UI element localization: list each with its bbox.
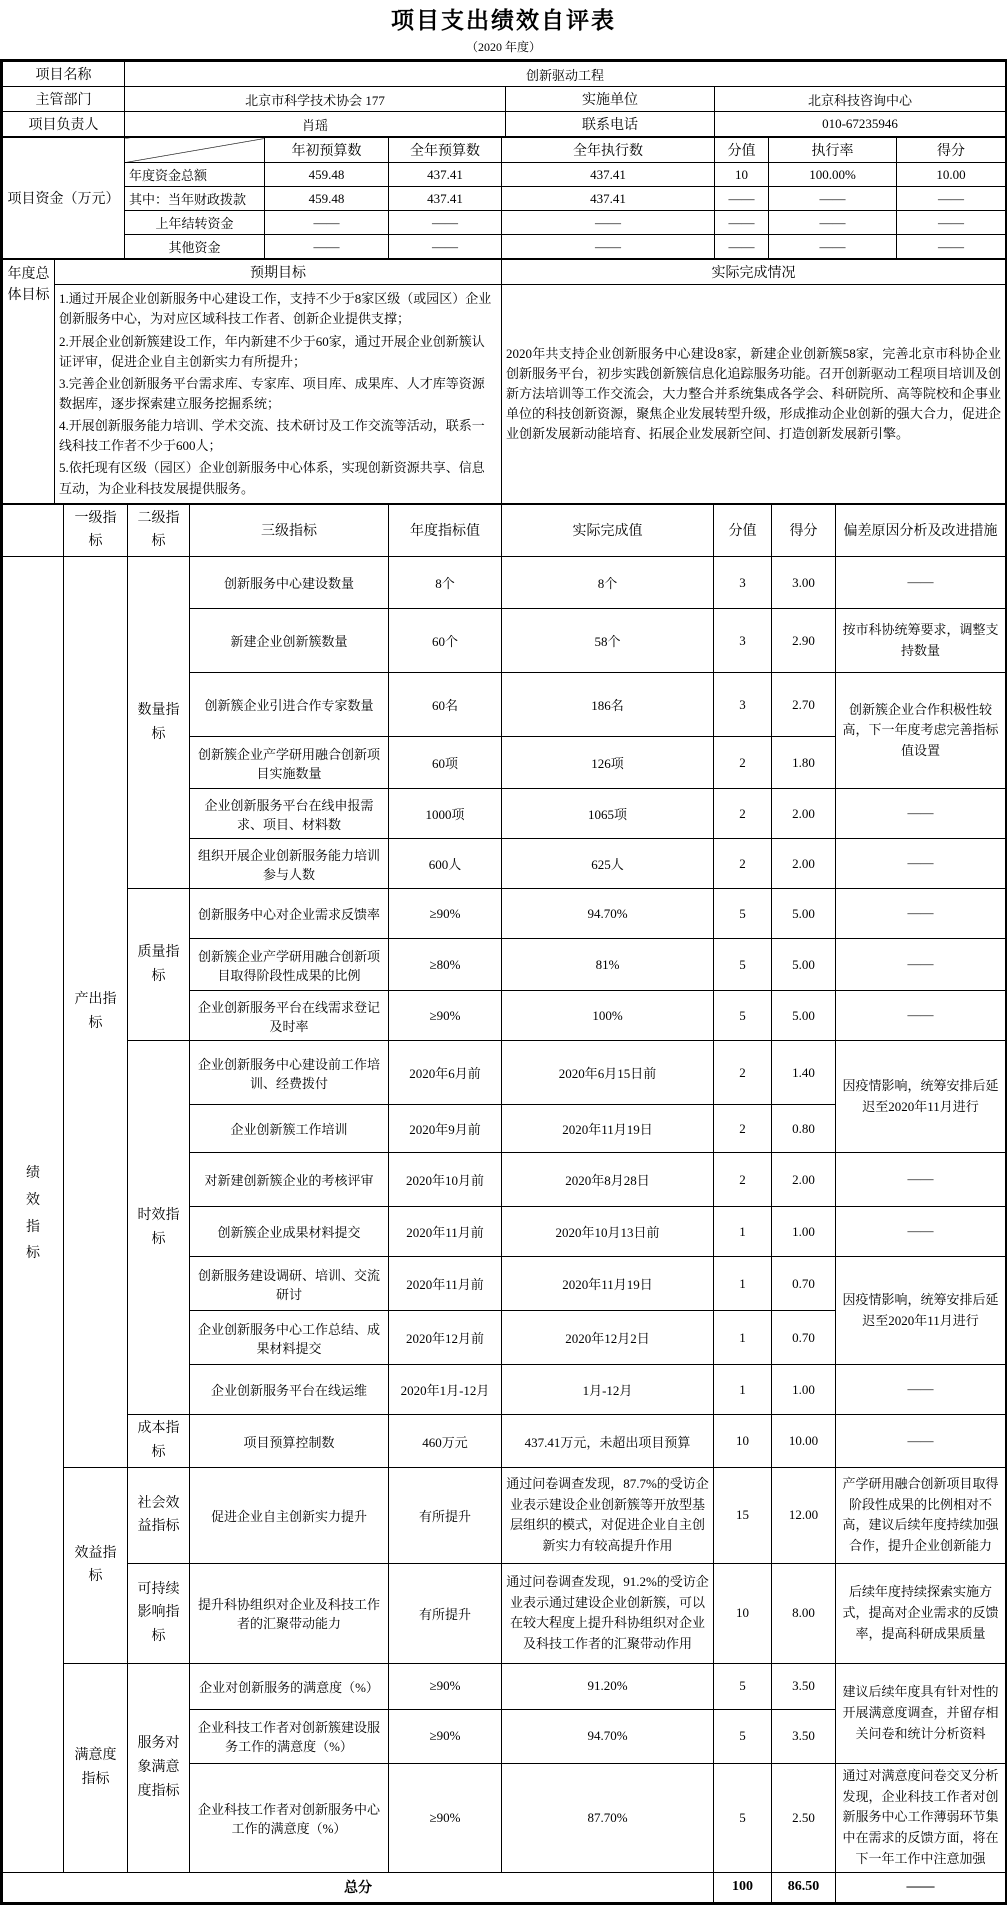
deviation-note: 因疫情影响，统筹安排后延迟至2020年11月进行 [836,1257,1006,1365]
score-max: 2 [714,789,772,839]
score-max: 5 [714,991,772,1041]
actual-value: 1065项 [502,789,714,839]
deviation-note: —— [836,1365,1006,1415]
score-got: 3.00 [772,557,836,609]
basic-info-table [2,61,1006,137]
score-got: 12.00 [772,1467,836,1563]
score-got: 2.90 [772,609,836,673]
target-value: 2020年12月前 [389,1311,502,1365]
deviation-note: —— [836,889,1006,939]
funding-cell: 437.41 [502,163,715,187]
deviation-note: —— [836,839,1006,889]
score-max: 1 [714,1365,772,1415]
deviation-header: 偏差原因分析及改进措施 [836,504,1006,557]
total-row-label: 总分 [3,1872,714,1902]
got-header: 得分 [772,504,836,557]
funding-row-label: 其他资金 [125,235,265,259]
actual-value: 437.41万元，未超出项目预算 [502,1415,714,1468]
actual-value: 1月-12月 [502,1365,714,1415]
expected-goal-header: 预期目标 [55,260,502,285]
actual-result-text: 2020年共支持企业创新服务中心建设8家，新建企业创新簇58家，完善北京市科协企业创新服务平台，初步实践创新簇信息化追踪服务功能。召开创新驱动工程项目培训及创新方法培训等工作交流会，大力整合并系统集成各学会、科研院所、高等院校和企事业单位的科技创新资源，聚焦企业发展转型升级，形成推动企业创新的强大合力，促进企业创新发展新动能培育、拓展企业发展新空间、打造创新发展新引擎。 [502,285,1006,503]
level3-indicator: 创新簇企业产学研用融合创新项目实施数量 [190,737,389,789]
score-max: 10 [714,1563,772,1663]
level2-text: 质量指标 [137,944,180,984]
funding-cell: 10.00 [897,163,1006,187]
score-max: 5 [714,1709,772,1763]
funding-cell: —— [265,235,389,259]
level2-indicator-sustainability [128,1563,190,1663]
score-max: 15 [714,1467,772,1563]
target-value: ≥80% [389,939,502,991]
level3-indicator: 创新簇企业成果材料提交 [190,1207,389,1257]
score-got: 2.00 [772,839,836,889]
deviation-note: —— [836,557,1006,609]
score-got: 3.50 [772,1663,836,1709]
level3-indicator: 企业科技工作者对创新服务中心工作的满意度（%） [190,1763,389,1872]
level3-indicator: 企业创新服务中心工作总结、成果材料提交 [190,1311,389,1365]
deviation-note: 创新簇企业合作积极性较高，下一年度考虑完善指标值设置 [836,673,1006,789]
score-max: 5 [714,889,772,939]
target-value: 1000项 [389,789,502,839]
score-max: 5 [714,1663,772,1709]
project-name-value: 创新驱动工程 [125,62,1006,87]
score-got: 5.00 [772,939,836,991]
deviation-note: —— [836,789,1006,839]
page-subtitle: （2020 年度） [465,39,541,54]
funding-cell: 437.41 [389,187,502,211]
expected-goal-line: 1.通过开展企业创新服务中心建设工作，支持不少于8家区级（或园区）企业创新服务中心，为对应区域科技工作者、创新企业提供支撑； [59,291,492,327]
score-max: 3 [714,609,772,673]
target-value: 600人 [389,839,502,889]
phone-label: 联系电话 [506,112,715,137]
deviation-note: —— [836,991,1006,1041]
funding-cell: —— [389,211,502,235]
level2-text: 时效指标 [137,1207,180,1247]
level3-indicator: 企业科技工作者对创新簇建设服务工作的满意度（%） [190,1709,389,1763]
score-max: 2 [714,1105,772,1153]
level2-text: 服务对象满意度指标 [137,1736,180,1799]
level1-indicator-output [64,557,128,1468]
level1-header-text: 一级指标 [74,510,117,550]
level3-indicator: 新建企业创新簇数量 [190,609,389,673]
level3-indicator: 企业创新服务平台在线需求登记及时率 [190,991,389,1041]
target-value: 2020年10月前 [389,1153,502,1207]
diagonal-header-cell [125,138,265,163]
deviation-note: 建议后续年度具有针对性的开展满意度调查，并留存相关问卷和统计分析资料 [836,1663,1006,1763]
target-header: 年度指标值 [389,504,502,557]
target-value: 8个 [389,557,502,609]
table-sheet [0,59,1007,1905]
level3-header: 三级指标 [190,504,389,557]
actual-value: 94.70% [502,889,714,939]
funding-cell: 10 [715,163,769,187]
level3-indicator: 创新服务建设调研、培训、交流研讨 [190,1257,389,1311]
actual-value: 2020年10月13日前 [502,1207,714,1257]
funding-col-header-score: 分值 [715,138,769,163]
actual-value: 91.20% [502,1663,714,1709]
deviation-note: 产学研用融合创新项目取得阶段性成果的比例相对不高，建议后续年度持续加强合作，提升企业创新能力 [836,1467,1006,1563]
level1-text: 产出指标 [74,992,117,1032]
actual-value: 126项 [502,737,714,789]
phone-value: 010-67235946 [715,112,1006,137]
funding-col-header-executed: 全年执行数 [502,138,715,163]
level3-indicator: 创新服务中心建设数量 [190,557,389,609]
score-got: 0.70 [772,1257,836,1311]
level3-indicator: 企业对创新服务的满意度（%） [190,1663,389,1709]
score-max: 5 [714,1763,772,1872]
level2-text: 可持续影响指标 [137,1581,180,1645]
score-got: 2.00 [772,1153,836,1207]
level3-indicator: 企业创新服务平台在线运维 [190,1365,389,1415]
level2-indicator-quantity [128,557,190,889]
funding-cell: —— [502,235,715,259]
score-got: 2.50 [772,1763,836,1872]
funding-cell: —— [897,187,1006,211]
funding-col-header-exec-rate: 执行率 [769,138,897,163]
target-value: ≥90% [389,1663,502,1709]
level2-indicator-social-benefit [128,1467,190,1563]
actual-value: 2020年6月15日前 [502,1041,714,1105]
actual-value: 通过问卷调查发现，87.7%的受访企业表示建设企业创新簇等开放型基层组织的模式，对促进企业自主创新实力有较高提升作用 [502,1467,714,1563]
funding-row-label: 年度资金总额 [125,163,265,187]
level3-indicator: 促进企业自主创新实力提升 [190,1467,389,1563]
funding-row-label: 其中：当年财政拨款 [125,187,265,211]
level3-indicator: 项目预算控制数 [190,1415,389,1468]
deviation-note: 通过对满意度问卷交叉分析发现，企业科技工作者对创新服务中心工作薄弱环节集中在需求的反馈方面，将在下一年工作中注意加强 [836,1763,1006,1872]
funding-cell: —— [389,235,502,259]
funding-col-header-got: 得分 [897,138,1006,163]
target-value: 60名 [389,673,502,737]
funding-cell: —— [715,235,769,259]
level3-indicator: 创新簇企业引进合作专家数量 [190,673,389,737]
funding-cell: 459.48 [265,163,389,187]
funding-col-header-annual-budget: 全年预算数 [389,138,502,163]
target-value: 2020年6月前 [389,1041,502,1105]
target-value: ≥90% [389,991,502,1041]
score-got: 2.00 [772,789,836,839]
target-value: 60个 [389,609,502,673]
expected-goal-line: 4.开展创新服务能力培训、学术交流、技术研讨及工作交流等活动，联系一线科技工作者不少于600人； [59,418,485,454]
funding-col-header-initial-budget: 年初预算数 [265,138,389,163]
target-value: ≥90% [389,1763,502,1872]
annual-goal-section-label-text: 年度总体目标 [7,267,50,304]
actual-value: 186名 [502,673,714,737]
level1-indicator-benefit [64,1467,128,1663]
indicators-table [2,504,1006,1903]
level1-indicator-satisfaction [64,1663,128,1872]
dept-value: 北京市科学技术协会 177 [125,87,506,112]
funding-row-label: 上年结转资金 [125,211,265,235]
level2-header-text: 二级指标 [137,510,180,550]
level3-indicator: 企业创新簇工作培训 [190,1105,389,1153]
funding-cell: —— [897,235,1006,259]
level1-text: 效益指标 [74,1545,117,1585]
annual-goal-section-label [3,260,55,503]
page-title: 项目支出绩效自评表 [391,8,616,33]
funding-cell: 459.48 [265,187,389,211]
score-got: 1.00 [772,1207,836,1257]
actual-value: 通过问卷调查发现，91.2%的受访企业表示通过建设企业创新簇，可以在较大程度上提升科协组织对企业及科技工作者的汇聚带动作用 [502,1563,714,1663]
score-got: 1.40 [772,1041,836,1105]
actual-value: 2020年11月19日 [502,1257,714,1311]
actual-value: 87.70% [502,1763,714,1872]
side-label-text: 绩效指标 [26,1166,40,1262]
score-got: 5.00 [772,991,836,1041]
actual-value: 625人 [502,839,714,889]
level3-indicator: 对新建创新簇企业的考核评审 [190,1153,389,1207]
actual-value: 2020年8月28日 [502,1153,714,1207]
leader-label: 项目负责人 [3,112,125,137]
level3-indicator: 企业创新服务平台在线申报需求、项目、材料数 [190,789,389,839]
annual-goal-table [2,259,1006,503]
performance-indicators-side-label [3,557,64,1873]
level2-indicator-service-target-satisfaction [128,1663,190,1872]
score-got: 3.50 [772,1709,836,1763]
target-value: 2020年11月前 [389,1207,502,1257]
score-got: 10.00 [772,1415,836,1468]
funding-cell: —— [715,187,769,211]
actual-value: 58个 [502,609,714,673]
score-got: 2.70 [772,673,836,737]
score-max: 2 [714,1153,772,1207]
score-max: 5 [714,939,772,991]
target-value: 2020年11月前 [389,1257,502,1311]
expected-goal-line: 3.完善企业创新服务平台需求库、专家库、项目库、成果库、人才库等资源数据库，逐步探索建立服务挖掘系统； [59,375,485,411]
project-name-label: 项目名称 [3,62,125,87]
score-max: 1 [714,1311,772,1365]
level2-text: 成本指标 [137,1421,180,1461]
deviation-note: —— [836,1415,1006,1468]
level3-indicator: 创新簇企业产学研用融合创新项目取得阶段性成果的比例 [190,939,389,991]
target-value: 有所提升 [389,1467,502,1563]
dept-label: 主管部门 [3,87,125,112]
score-got: 8.00 [772,1563,836,1663]
expected-goal-line: 5.依托现有区级（园区）企业创新服务中心体系，实现创新资源共享、信息互动，为企业科技发展提供服务。 [59,460,485,496]
funding-cell: —— [502,211,715,235]
deviation-note: —— [836,1207,1006,1257]
funding-table [2,137,1006,259]
total-score-got: 86.50 [772,1872,836,1902]
level1-text: 满意度指标 [74,1748,117,1787]
total-score-max: 100 [714,1872,772,1902]
total-deviation: —— [836,1872,1006,1902]
actual-value: 8个 [502,557,714,609]
funding-cell: 437.41 [502,187,715,211]
impl-unit-label: 实施单位 [506,87,715,112]
impl-unit-value: 北京科技咨询中心 [715,87,1006,112]
score-max: 2 [714,737,772,789]
level3-indicator: 创新服务中心对企业需求反馈率 [190,889,389,939]
funding-section-label: 项目资金（万元） [3,138,125,259]
target-value: 有所提升 [389,1563,502,1663]
actual-value: 2020年12月2日 [502,1311,714,1365]
funding-cell: —— [769,235,897,259]
title-block [0,0,1007,54]
actual-value: 94.70% [502,1709,714,1763]
score-max: 1 [714,1257,772,1311]
level3-indicator: 组织开展企业创新服务能力培训参与人数 [190,839,389,889]
score-max: 2 [714,1041,772,1105]
expected-goal-text [55,285,502,503]
expected-goal-line: 2.开展企业创新簇建设工作，年内新建不少于60家，通过开展企业创新簇认证评审，促进企业自主创新实力有所提升； [59,333,485,369]
score-header: 分值 [714,504,772,557]
score-got: 0.80 [772,1105,836,1153]
level2-indicator-quality [128,889,190,1041]
funding-cell: —— [897,211,1006,235]
target-value: 2020年1月-12月 [389,1365,502,1415]
score-got: 1.00 [772,1365,836,1415]
deviation-note: 后续年度持续探索实施方式，提高对企业需求的反馈率，提高科研成果质量 [836,1563,1006,1663]
funding-cell: —— [769,211,897,235]
deviation-note: —— [836,939,1006,991]
deviation-note: —— [836,1153,1006,1207]
score-got: 5.00 [772,889,836,939]
level3-indicator: 企业创新服务中心建设前工作培训、经费拨付 [190,1041,389,1105]
funding-cell: —— [769,187,897,211]
funding-cell: —— [715,211,769,235]
score-max: 1 [714,1207,772,1257]
score-max: 3 [714,557,772,609]
level2-text: 社会效益指标 [137,1495,180,1535]
actual-result-header: 实际完成情况 [502,260,1006,285]
target-value: 460万元 [389,1415,502,1468]
funding-cell: 100.00% [769,163,897,187]
score-max: 10 [714,1415,772,1468]
level2-indicator-timeliness [128,1041,190,1415]
score-got: 1.80 [772,737,836,789]
actual-value: 100% [502,991,714,1041]
target-value: 2020年9月前 [389,1105,502,1153]
actual-value: 2020年11月19日 [502,1105,714,1153]
target-value: 60项 [389,737,502,789]
level2-header [128,504,190,557]
actual-value: 81% [502,939,714,991]
level2-text: 数量指标 [137,702,180,742]
level3-indicator: 提升科协组织对企业及科技工作者的汇聚带动能力 [190,1563,389,1663]
score-got: 0.70 [772,1311,836,1365]
indicators-header-corner-cell [3,504,64,557]
level1-header [64,504,128,557]
leader-value: 肖瑶 [125,112,506,137]
level2-indicator-cost [128,1415,190,1468]
score-max: 3 [714,673,772,737]
funding-cell: 437.41 [389,163,502,187]
actual-header: 实际完成值 [502,504,714,557]
score-max: 2 [714,839,772,889]
target-value: ≥90% [389,889,502,939]
target-value: ≥90% [389,1709,502,1763]
deviation-note: 按市科协统筹要求，调整支持数量 [836,609,1006,673]
deviation-note: 因疫情影响，统筹安排后延迟至2020年11月进行 [836,1041,1006,1153]
funding-cell: —— [265,211,389,235]
